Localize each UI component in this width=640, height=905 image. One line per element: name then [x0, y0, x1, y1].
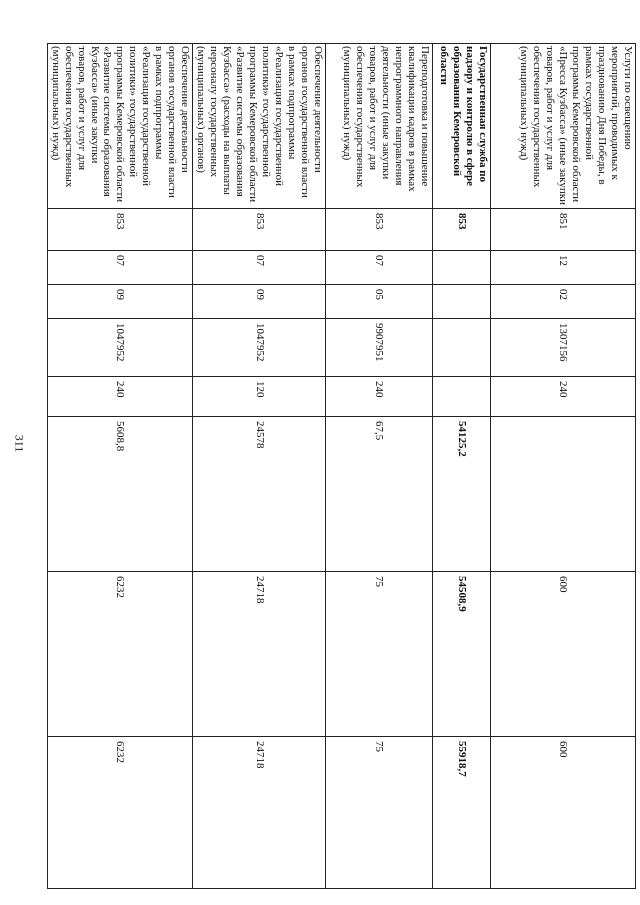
section-cell: 07 — [193, 251, 326, 285]
amount-year1-cell: 24578 — [193, 417, 326, 572]
table-row — [47, 44, 193, 889]
expense-type-cell — [433, 377, 491, 417]
amount-year1-cell: 54125,2 — [433, 417, 491, 572]
target-article-cell: 1047952 — [193, 319, 326, 377]
section-cell: 07 — [326, 251, 433, 285]
amount-year2-cell: 24718 — [193, 572, 326, 737]
page-number: 311 — [12, 434, 27, 453]
table-row — [433, 44, 491, 889]
subsection-cell: 05 — [326, 285, 433, 319]
expense-type-cell: 240 — [326, 377, 433, 417]
department-code-cell: 853 — [193, 209, 326, 251]
subsection-cell — [433, 285, 491, 319]
subsection-cell: 09 — [47, 285, 193, 319]
table-row — [491, 44, 636, 889]
amount-year1-cell: 67,5 — [326, 417, 433, 572]
row-name-cell: Переподготовка и повышение квалификации кадров в рамках непрограммного направления деятельности (иные закупки товаров, работ и услуг для обеспечения государственных (муниципальных) нужд) — [326, 44, 433, 209]
table-row — [326, 44, 433, 889]
subsection-cell: 02 — [491, 285, 636, 319]
amount-year2-cell: 6232 — [47, 572, 193, 737]
amount-year1-cell: 5608,8 — [47, 417, 193, 572]
amount-year2-cell: 75 — [326, 572, 433, 737]
amount-year2-cell: 54508,9 — [433, 572, 491, 737]
section-cell: 07 — [47, 251, 193, 285]
budget-table — [47, 43, 636, 889]
row-name-cell: Государственная служба по надзору и контролю в сфере образования Кемеровской области — [433, 44, 491, 209]
expense-type-cell: 240 — [491, 377, 636, 417]
department-code-cell: 853 — [47, 209, 193, 251]
expense-type-cell: 120 — [193, 377, 326, 417]
amount-year3-cell: 600 — [491, 737, 636, 889]
amount-year3-cell: 24718 — [193, 737, 326, 889]
expense-type-cell: 240 — [47, 377, 193, 417]
section-cell: 12 — [491, 251, 636, 285]
amount-year2-cell: 600 — [491, 572, 636, 737]
row-name-cell: Обеспечение деятельности органов государственной власти в рамках подпрограммы «Реализация государственной политики» государственной программы Кемеровской области «Развитие системы образования Кузбасса» (иные закупки товаров, работ и услуг для обеспечения государственных (муниципальных) нужд) — [47, 44, 193, 209]
target-article-cell: 9907951 — [326, 319, 433, 377]
section-cell — [433, 251, 491, 285]
department-code-cell: 853 — [326, 209, 433, 251]
target-article-cell — [433, 319, 491, 377]
amount-year3-cell: 75 — [326, 737, 433, 889]
table-row — [193, 44, 326, 889]
department-code-cell: 853 — [433, 209, 491, 251]
department-code-cell: 851 — [491, 209, 636, 251]
row-name-cell: Обеспечение деятельности органов государственной власти в рамках подпрограммы «Реализация государственной политики» государственной программы Кемеровской области «Развитие системы образования Кузбасса» (расходы на выплаты персоналу государственных (муниципальных) органов) — [193, 44, 326, 209]
amount-year1-cell — [491, 417, 636, 572]
target-article-cell: 1307156 — [491, 319, 636, 377]
target-article-cell: 1047952 — [47, 319, 193, 377]
row-name-cell: Услуги по освещению мероприятий, проводимых к празднованию Дня Победы, в рамках государственной программы Кемеровской области «Пресса Кузбасса» (иные закупки товаров, работ и услуг для обеспечения государственных (муниципальных) нужд) — [491, 44, 636, 209]
amount-year3-cell: 55918,7 — [433, 737, 491, 889]
subsection-cell: 09 — [193, 285, 326, 319]
amount-year3-cell: 6232 — [47, 737, 193, 889]
